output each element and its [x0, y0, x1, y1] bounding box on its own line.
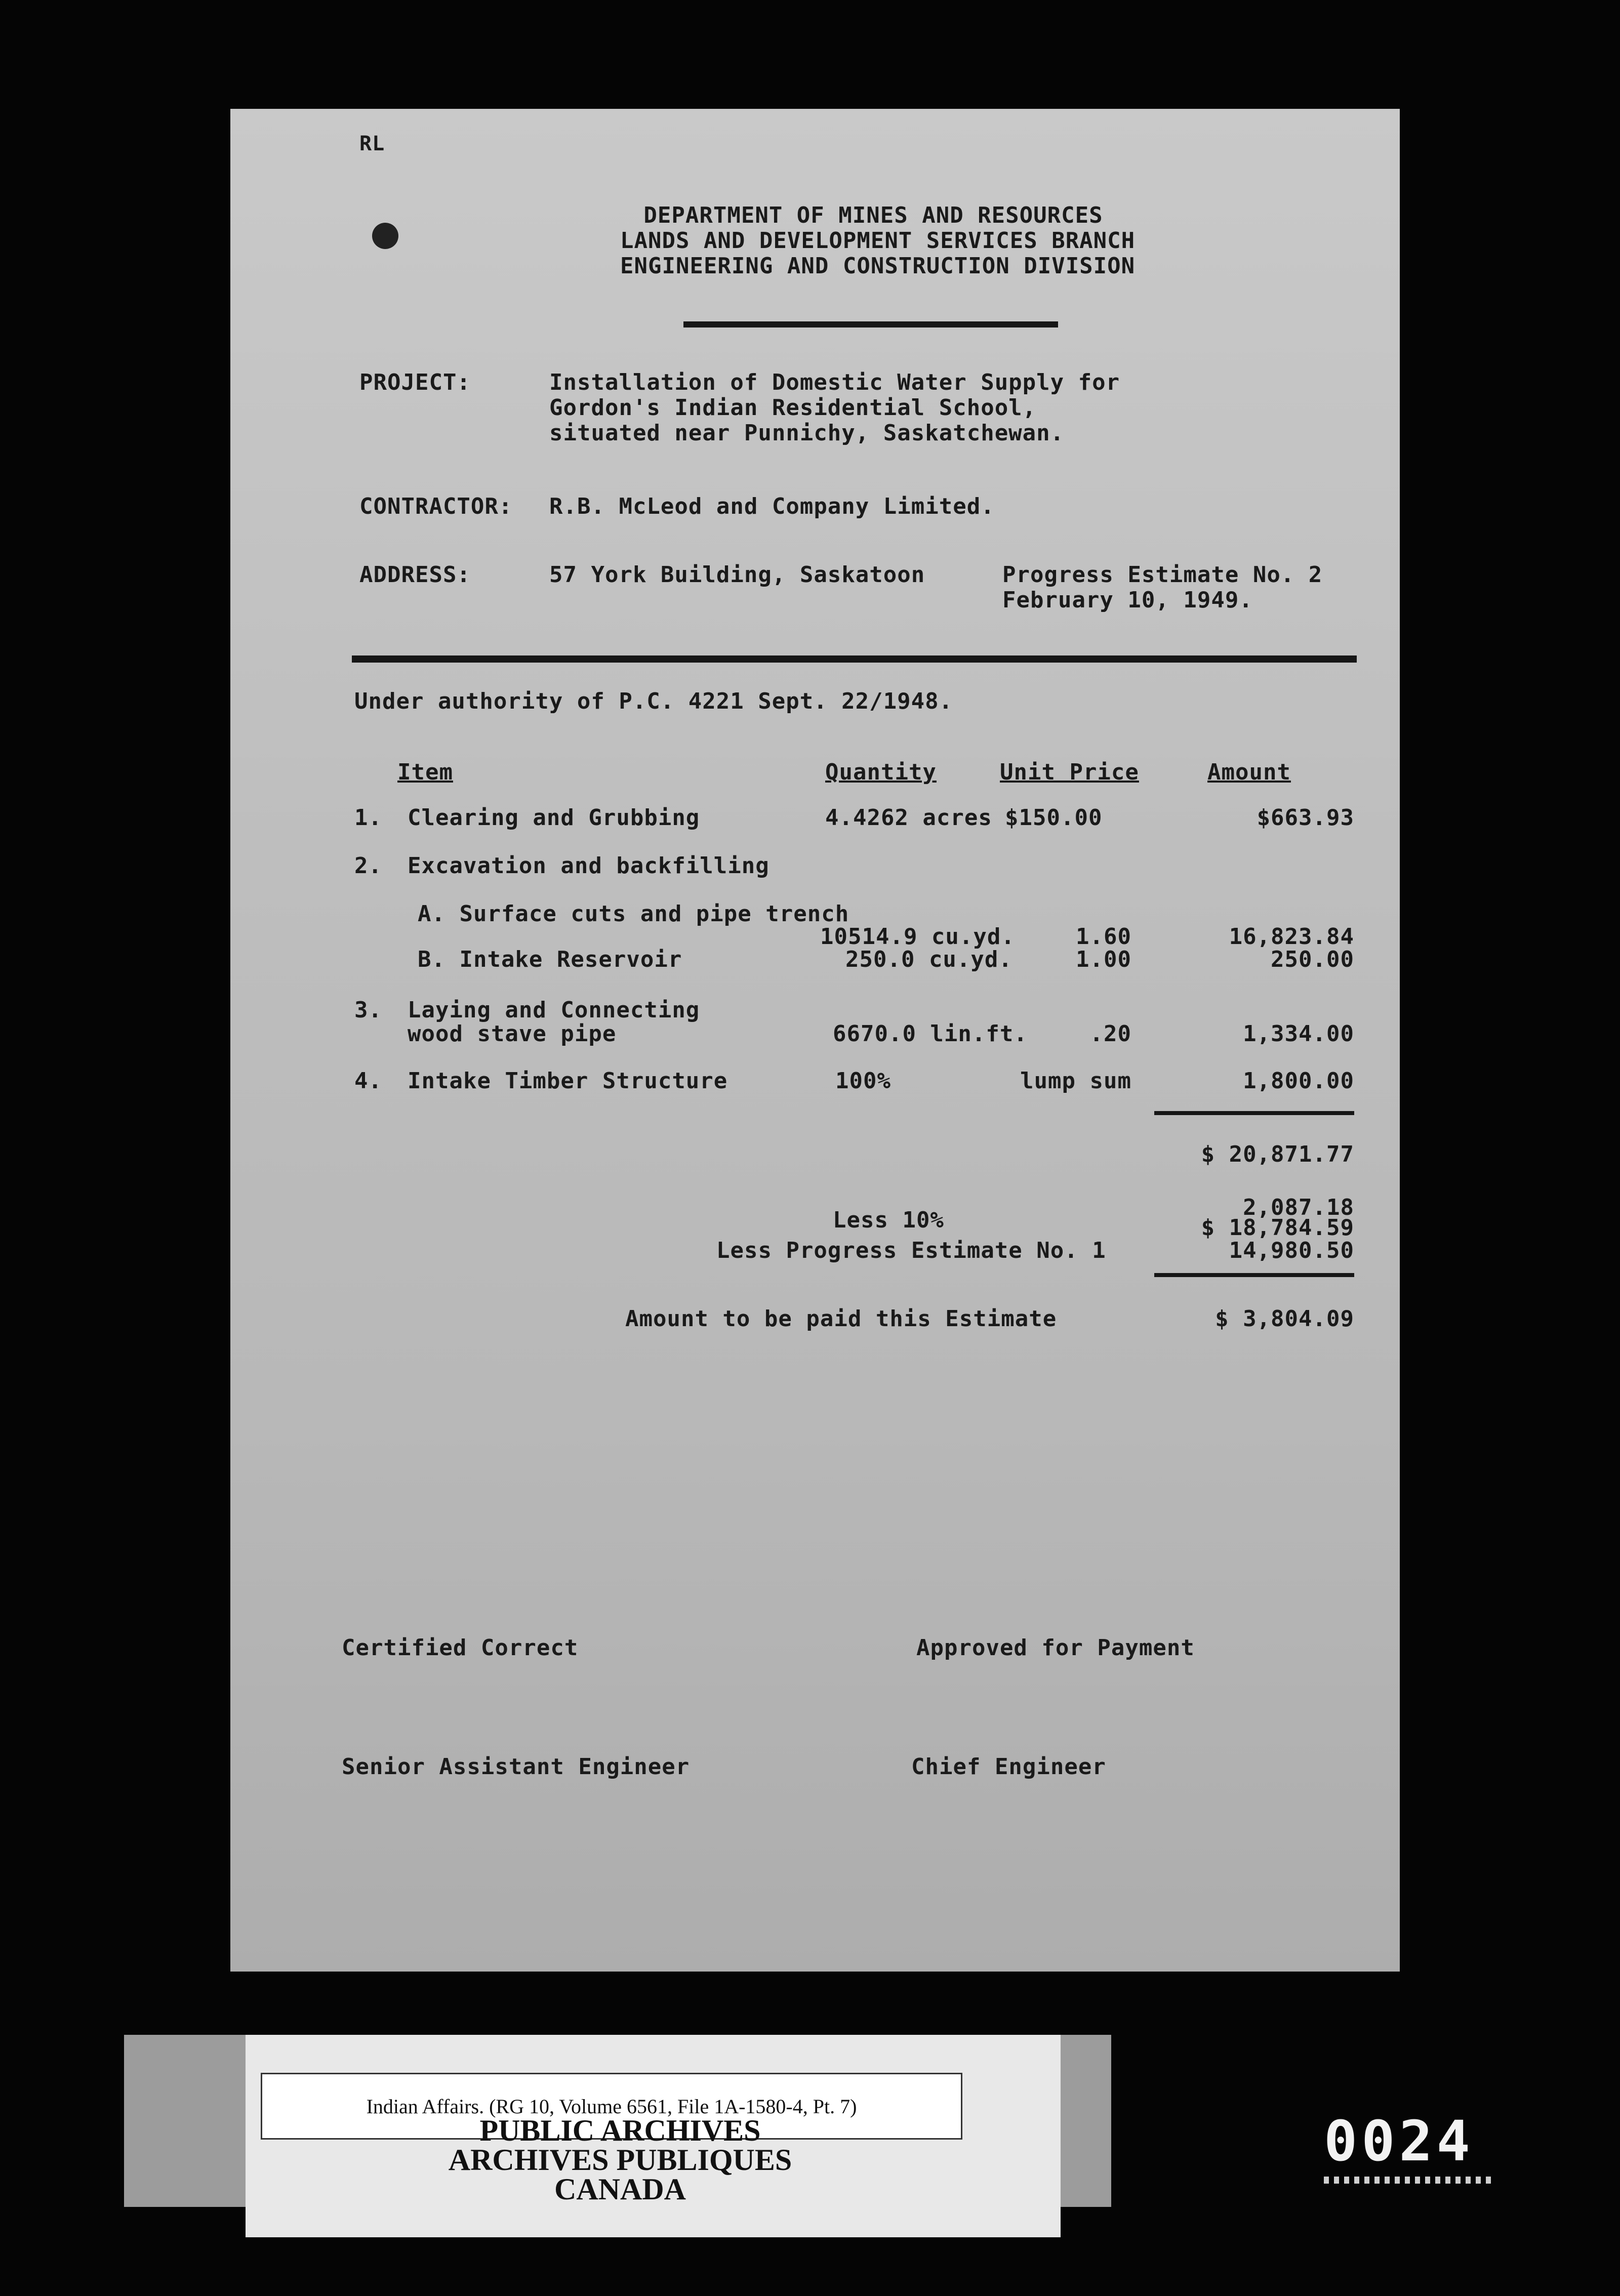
less-value: 2,087.18 — [1243, 1195, 1354, 1220]
archive-line-1: PUBLIC ARCHIVES — [479, 2114, 761, 2147]
contractor-label: CONTRACTOR: — [359, 494, 513, 519]
previous-estimate-value: 14,980.50 — [1229, 1238, 1354, 1263]
project-line-3: situated near Punnichy, Saskatchewan. — [549, 420, 1065, 446]
row-2b-price: 1.00 — [1076, 947, 1131, 972]
row-2a-desc: A. Surface cuts and pipe trench — [418, 901, 849, 927]
col-header-quantity: Quantity — [825, 759, 937, 785]
row-4-desc: Intake Timber Structure — [408, 1068, 728, 1094]
address-label: ADDRESS: — [359, 562, 471, 588]
row-3-num: 3. — [354, 997, 382, 1023]
header-line-1: DEPARTMENT OF MINES AND RESOURCES — [643, 202, 1103, 228]
row-3-qty: 6670.0 lin.ft. — [833, 1021, 1028, 1047]
row-3-desc-2: wood stave pipe — [408, 1021, 617, 1047]
total-rule — [1154, 1111, 1354, 1115]
row-1-price: $150.00 — [1005, 805, 1103, 831]
row-3-desc: Laying and Connecting — [408, 997, 700, 1023]
certified-correct-label: Certified Correct — [342, 1635, 579, 1661]
header-line-3: ENGINEERING AND CONSTRUCTION DIVISION — [620, 253, 1136, 279]
address-value: 57 York Building, Saskatoon — [549, 562, 925, 588]
senior-engineer-label: Senior Assistant Engineer — [342, 1754, 690, 1780]
row-4-num: 4. — [354, 1068, 382, 1094]
row-2a-qty: 10514.9 cu.yd. — [820, 924, 1015, 950]
archive-line-2: ARCHIVES PUBLIQUES — [448, 2143, 792, 2177]
chief-engineer-label: Chief Engineer — [911, 1754, 1106, 1780]
row-4-amount: 1,800.00 — [1243, 1068, 1354, 1094]
punch-hole — [372, 223, 398, 249]
row-4-qty: 100% — [835, 1068, 891, 1094]
row-2b-qty: 250.0 cu.yd. — [845, 947, 1012, 972]
col-header-amount: Amount — [1207, 759, 1291, 785]
film-sprocket-marks — [1324, 2177, 1496, 2184]
estimate-date: February 10, 1949. — [1002, 587, 1253, 613]
less-label: Less 10% — [833, 1207, 944, 1233]
row-4-price: lump sum — [1020, 1068, 1131, 1094]
row-3-price: .20 — [1089, 1021, 1131, 1047]
row-2-num: 2. — [354, 853, 382, 879]
frame-number: 0024 — [1324, 2109, 1474, 2174]
contractor-value: R.B. McLeod and Company Limited. — [549, 494, 995, 519]
row-2b-amount: 250.00 — [1271, 947, 1354, 972]
payment-rule — [1154, 1273, 1354, 1277]
row-1-amount: $663.93 — [1257, 805, 1354, 831]
payment-amount: $ 3,804.09 — [1215, 1306, 1354, 1332]
project-line-1: Installation of Domestic Water Supply for — [549, 370, 1120, 395]
header-rule — [683, 321, 1058, 327]
header-line-2: LANDS AND DEVELOPMENT SERVICES BRANCH — [620, 228, 1136, 254]
row-2a-amount: 16,823.84 — [1229, 924, 1354, 950]
col-header-unit-price: Unit Price — [1000, 759, 1139, 785]
row-2-desc: Excavation and backfilling — [408, 853, 770, 879]
estimate-number: Progress Estimate No. 2 — [1002, 562, 1323, 588]
row-3-amount: 1,334.00 — [1243, 1021, 1354, 1047]
approved-for-payment-label: Approved for Payment — [916, 1635, 1195, 1661]
project-line-2: Gordon's Indian Residential School, — [549, 395, 1037, 421]
col-header-item: Item — [397, 759, 453, 785]
document-sheet — [230, 109, 1400, 1972]
total-amount: $ 20,871.77 — [1201, 1141, 1354, 1167]
row-2a-price: 1.60 — [1076, 924, 1131, 950]
payment-label: Amount to be paid this Estimate — [625, 1306, 1057, 1332]
previous-estimate-label: Less Progress Estimate No. 1 — [716, 1238, 1106, 1263]
row-2b-desc: B. Intake Reservoir — [418, 947, 682, 972]
row-1-num: 1. — [354, 805, 382, 831]
authority-line: Under authority of P.C. 4221 Sept. 22/1948. — [354, 688, 953, 714]
row-1-desc: Clearing and Grubbing — [408, 805, 700, 831]
archive-stamp — [253, 2116, 987, 2204]
subtotal-amount: $ 18,784.59 — [1201, 1215, 1354, 1241]
corner-mark: RL — [359, 132, 385, 155]
archive-reference-label: Indian Affairs. (RG 10, Volume 6561, File 1A-1580-4, Pt. 7) — [261, 2073, 962, 2140]
row-1-qty: 4.4262 acres — [825, 805, 992, 831]
archive-line-3: CANADA — [554, 2172, 686, 2206]
project-label: PROJECT: — [359, 370, 471, 395]
section-rule — [352, 655, 1357, 663]
